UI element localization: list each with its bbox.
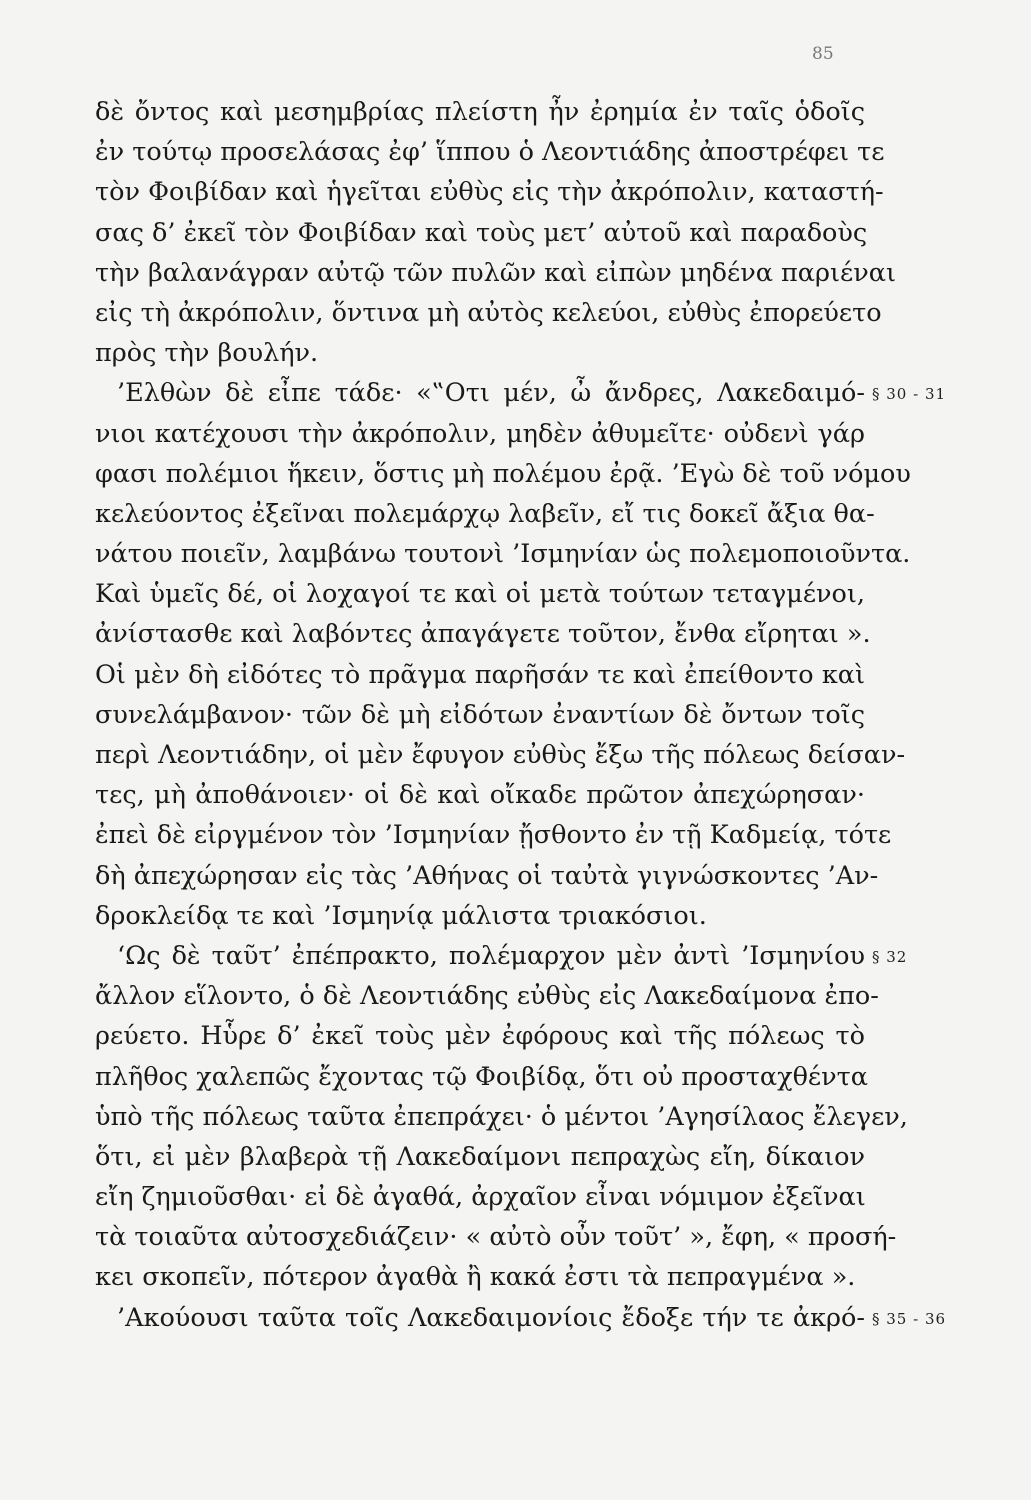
- text-line: συνελάμβανον· τῶν δὲ μὴ εἰδότων ἐναντίων δὲ ὄντων τοῖς: [95, 699, 865, 730]
- section-reference: § 35 - 36: [872, 1310, 947, 1328]
- text-line: Καὶ ὑμεῖς δέ, οἱ λοχαγοί τε καὶ οἱ μετὰ τούτων τεταγμένοι,: [95, 579, 865, 610]
- text-line: ἐπεὶ δὲ εἰργμένον τὸν ’Ισμηνίαν ᾔσθοντο ἐν τῇ Καδμείᾳ, τότε: [95, 820, 892, 851]
- text-line: τὰ τοιαῦτα αὐτοσχεδιάζειν· « αὐτὸ οὖν τοῦτ’ », ἔφη, « προσή-: [95, 1222, 897, 1253]
- text-line: ’Ελθὼν δὲ εἶπε τάδε· «‟Οτι μέν, ὦ ἄνδρες, Λακεδαιμό-: [117, 378, 865, 409]
- text-line: ἄλλον εἵλοντο, ὁ δὲ Λεοντιάδης εὐθὺς εἰς Λακεδαίμονα ἐπο-: [95, 981, 879, 1012]
- text-line: τὸν Φοιβίδαν καὶ ἡγεῖται εὐθὺς εἰς τὴν ἀκρόπολιν, καταστή-: [95, 177, 884, 208]
- section-reference: § 32: [872, 948, 908, 967]
- text-line: ρεύετο. Ηὗρε δ’ ἐκεῖ τοὺς μὲν ἐφόρους καὶ τῆς πόλεως τὸ: [95, 1021, 865, 1052]
- text-line: εἰς τὴ ἀκρόπολιν, ὅντινα μὴ αὐτὸς κελεύοι, εὐθὺς ἐπορεύετο: [95, 297, 882, 328]
- text-line: ‘Ως δὲ ταῦτ’ ἐπέπρακτο, πολέμαρχον μὲν ἀντὶ ’Ισμηνίου: [117, 940, 865, 971]
- text-line: δροκλείδᾳ τε καὶ ’Ισμηνίᾳ μάλιστα τριακόσιοι.: [95, 900, 707, 931]
- text-line: νιοι κατέχουσι τὴν ἀκρόπολιν, μηδὲν ἀθυμεῖτε· οὐδενὶ γάρ: [95, 418, 865, 449]
- text-line: ’Ακούουσι ταῦτα τοῖς Λακεδαιμονίοις ἔδοξε τήν τε ἀκρό-: [117, 1302, 865, 1333]
- text-line: δὴ ἀπεχώρησαν εἰς τὰς ’Αθήνας οἱ ταὐτὰ γιγνώσκοντες ’Αν-: [95, 860, 879, 891]
- text-line: νάτου ποιεῖν, λαμβάνω τουτονὶ ’Ισμηνίαν ὡς πολεμοποιοῦντα.: [95, 539, 911, 570]
- text-line: εἴη ζημιοῦσθαι· εἰ δὲ ἀγαθά, ἀρχαῖον εἶναι νόμιμον ἐξεῖναι: [95, 1182, 866, 1213]
- text-line: τες, μὴ ἀποθάνοιεν· οἱ δὲ καὶ οἴκαδε πρῶτον ἀπεχώρησαν·: [95, 780, 865, 811]
- text-line: ἐν τούτῳ προσελάσας ἐφ’ ἵππου ὁ Λεοντιάδης ἀποστρέφει τε: [95, 137, 885, 168]
- text-line: ὅτι, εἰ μὲν βλαβερὰ τῇ Λακεδαίμονι πεπραχὼς εἴη, δίκαιον: [95, 1141, 865, 1172]
- text-line: κει σκοπεῖν, πότερον ἀγαθὰ ἢ κακά ἐστι τὰ πεπραγμένα ».: [95, 1262, 856, 1293]
- text-line: δὲ ὄντος καὶ μεσημβρίας πλείστη ἦν ἐρημία ἐν ταῖς ὁδοῖς: [95, 97, 865, 127]
- text-line: φασι πολέμιοι ἥκειν, ὅστις μὴ πολέμου ἐρᾷ. ’Εγὼ δὲ τοῦ νόμου: [95, 458, 911, 489]
- section-reference: § 30 - 31: [872, 385, 947, 404]
- text-line: ἀνίστασθε καὶ λαβόντες ἀπαγάγετε τοῦτον, ἔνθα εἴρηται ».: [95, 619, 871, 650]
- text-line: πλῆθος χαλεπῶς ἔχοντας τῷ Φοιβίδᾳ, ὅτι οὐ προσταχθέντα: [95, 1061, 868, 1092]
- page-number: 85: [812, 44, 834, 64]
- text-line: τὴν βαλανάγραν αὐτῷ τῶν πυλῶν καὶ εἰπὼν μηδένα παριέναι: [95, 257, 896, 288]
- text-line: σας δ’ ἐκεῖ τὸν Φοιβίδαν καὶ τοὺς μετ’ αὐτοῦ καὶ παραδοὺς: [95, 217, 868, 248]
- text-line: περὶ Λεοντιάδην, οἱ μὲν ἔφυγον εὐθὺς ἔξω τῆς πόλεως δείσαν-: [95, 740, 906, 770]
- text-line: πρὸς τὴν βουλήν.: [95, 338, 319, 369]
- text-line: Οἱ μὲν δὴ εἰδότες τὸ πρᾶγμα παρῆσάν τε καὶ ἐπείθοντο καὶ: [95, 659, 865, 690]
- text-line: κελεύοντος ἐξεῖναι πολεμάρχῳ λαβεῖν, εἴ τις δοκεῖ ἄξια θα-: [95, 498, 875, 529]
- text-line: ὑπὸ τῆς πόλεως ταῦτα ἐπεπράχει· ὁ μέντοι ’Αγησίλαος ἔλεγεν,: [95, 1101, 908, 1132]
